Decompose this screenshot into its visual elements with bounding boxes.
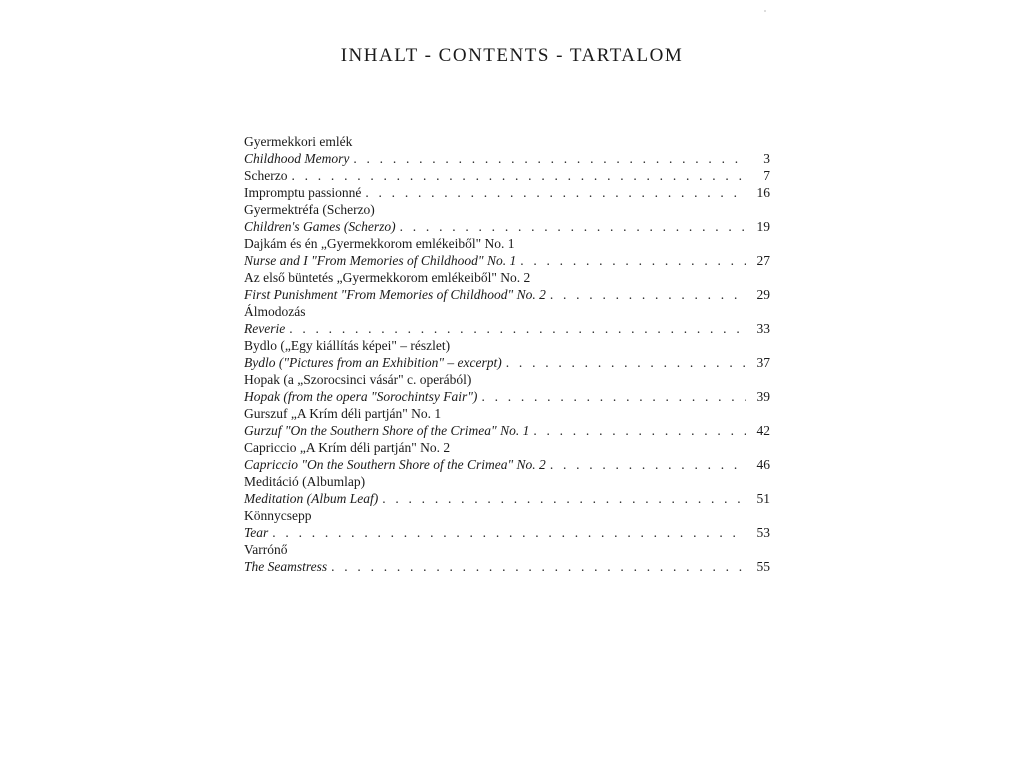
- toc-entry-title: Gurzuf "On the Southern Shore of the Crimea" No. 1: [244, 423, 530, 438]
- dot-leader: [533, 422, 746, 439]
- dot-leader: [550, 286, 746, 303]
- toc-entry-title: Tear: [244, 525, 269, 540]
- toc-entry: [244, 320, 770, 337]
- toc-entry: [244, 150, 770, 167]
- toc-page-number: 16: [756, 185, 770, 200]
- dot-leader: [291, 167, 746, 184]
- toc-entry: [244, 354, 770, 371]
- toc-page-number: 42: [756, 423, 770, 438]
- toc-entry: [244, 252, 770, 269]
- toc-entry: [244, 167, 770, 184]
- toc-page-number: 3: [763, 151, 770, 166]
- toc-entry: [244, 388, 770, 405]
- toc-entry-title: Reverie: [244, 321, 286, 336]
- toc-entry: [244, 490, 770, 507]
- toc-entry-title: The Seamstress: [244, 559, 328, 574]
- toc-entry: [244, 286, 770, 303]
- toc-page-number: 46: [756, 457, 770, 472]
- dot-leader: [550, 456, 746, 473]
- table-of-contents: [244, 133, 770, 575]
- toc-hungarian-title: Capriccio „A Krím déli partján" No. 2: [244, 440, 451, 455]
- dot-leader: [353, 150, 746, 167]
- toc-page-number: 53: [756, 525, 770, 540]
- toc-entry-title: Impromptu passionné: [244, 185, 362, 200]
- toc-page-number: 29: [756, 287, 770, 302]
- toc-entry-title: Scherzo: [244, 168, 288, 183]
- toc-entry-title: Bydlo ("Pictures from an Exhibition" – excerpt): [244, 355, 502, 370]
- dot-leader: [365, 184, 746, 201]
- toc-hungarian-title: Dajkám és én „Gyermekkorom emlékeiből" No. 1: [244, 236, 515, 251]
- toc-entry-title: Children's Games (Scherzo): [244, 219, 396, 234]
- toc-hungarian-title: Hopak (a „Szorocsinci vásár" c. operából): [244, 372, 472, 387]
- toc-entry-title: Hopak (from the opera "Sorochintsy Fair"): [244, 389, 478, 404]
- toc-hungarian-title: Gurszuf „A Krím déli partján" No. 1: [244, 406, 442, 421]
- toc-entry: [244, 456, 770, 473]
- toc-page-number: 37: [756, 355, 770, 370]
- toc-entry-title: Meditation (Album Leaf): [244, 491, 379, 506]
- toc-entry: [244, 218, 770, 235]
- toc-hungarian-title: Könnycsepp: [244, 508, 312, 523]
- toc-entry: [244, 524, 770, 541]
- toc-page-number: 39: [756, 389, 770, 404]
- toc-entry-title: Childhood Memory: [244, 151, 350, 166]
- toc-hungarian-title: Gyermektréfa (Scherzo): [244, 202, 375, 217]
- toc-entry: [244, 558, 770, 575]
- toc-entry: [244, 184, 770, 201]
- dot-leader: [272, 524, 746, 541]
- toc-page-number: 7: [763, 168, 770, 183]
- dot-leader: [481, 388, 746, 405]
- toc-hungarian-title: Gyermekkori emlék: [244, 134, 353, 149]
- page-title: INHALT - CONTENTS - TARTALOM: [340, 45, 684, 66]
- toc-page-number: 55: [756, 559, 770, 574]
- toc-entry-title: Nurse and I "From Memories of Childhood" No. 1: [244, 253, 517, 268]
- toc-hungarian-title: Bydlo („Egy kiállítás képei" – részlet): [244, 338, 451, 353]
- toc-page-number: 33: [756, 321, 770, 336]
- toc-hungarian-title: Az első büntetés „Gyermekkorom emlékeiből" No. 2: [244, 270, 531, 285]
- toc-page-number: 27: [756, 253, 770, 268]
- toc-entry: [244, 422, 770, 439]
- toc-hungarian-title: Varrónő: [244, 542, 288, 557]
- toc-hungarian-title: Meditáció (Albumlap): [244, 474, 366, 489]
- toc-hungarian-title: Álmodozás: [244, 304, 306, 319]
- dot-leader: [331, 558, 746, 575]
- dot-leader: [289, 320, 746, 337]
- toc-page-number: 19: [756, 219, 770, 234]
- dot-leader: [382, 490, 746, 507]
- toc-entry-title: Capriccio "On the Southern Shore of the Crimea" No. 2: [244, 457, 546, 472]
- toc-page-number: 51: [756, 491, 770, 506]
- toc-entry-title: First Punishment "From Memories of Childhood" No. 2: [244, 287, 546, 302]
- dot-leader: [400, 218, 746, 235]
- scan-speck: [764, 10, 766, 12]
- dot-leader: [506, 354, 746, 371]
- dot-leader: [520, 252, 746, 269]
